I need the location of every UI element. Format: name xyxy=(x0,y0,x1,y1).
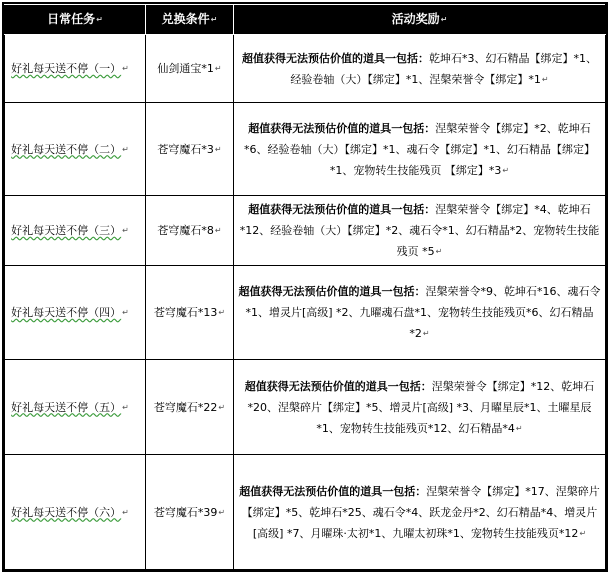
condition-cell xyxy=(146,103,234,196)
paragraph-mark-icon: ↵ xyxy=(122,226,129,235)
paragraph-mark-icon: ↵ xyxy=(218,308,226,317)
header-exchange-condition xyxy=(146,5,234,35)
paragraph-mark-icon: ↵ xyxy=(579,528,587,538)
paragraph-mark-icon: ↵ xyxy=(218,402,226,412)
condition-label: 苍穹魔石*22 xyxy=(153,400,218,414)
table-row xyxy=(5,196,606,266)
task-cell xyxy=(5,266,146,360)
condition-cell xyxy=(146,266,234,360)
condition-label: 仙剑通宝*1 xyxy=(157,62,214,75)
condition-cell xyxy=(146,455,234,570)
task-label: 好礼每天送不停（六） xyxy=(11,505,122,519)
reward-lead: 超值获得无法预估价值的道具一包括： xyxy=(239,484,427,498)
reward-text: 涅槃荣誉令【绑定】*4、乾坤石*12、经验卷轴（大）【绑定】*2、魂石令*1、幻石精晶*2、宠物转生技能残页 *5 xyxy=(239,203,600,258)
paragraph-mark-icon: ↵ xyxy=(122,402,129,412)
reward-lead: 超值获得无法预估价值的道具一包括： xyxy=(238,285,426,298)
reward-table xyxy=(4,4,606,570)
paragraph-mark-icon: ↵ xyxy=(214,144,222,154)
reward-cell xyxy=(234,266,606,360)
reward-cell xyxy=(234,455,606,570)
paragraph-mark-icon: ↵ xyxy=(218,507,226,517)
task-label: 好礼每天送不停（四） xyxy=(11,306,122,319)
reward-lead: 超值获得无法预估价值的道具一包括： xyxy=(248,203,436,216)
table-row xyxy=(5,360,606,455)
condition-label: 苍穹魔石*39 xyxy=(153,505,218,519)
table-header-row xyxy=(5,5,606,35)
paragraph-mark-icon: ↵ xyxy=(210,15,218,24)
reward-text: 涅槃荣誉令【绑定】*2、乾坤石*6、经验卷轴（大）【绑定】*1、魂石令【绑定】*1、幻石精晶【绑定】*1、宠物转生技能残页 【绑定】*3 xyxy=(244,121,595,177)
reward-table-container xyxy=(2,2,608,572)
condition-cell xyxy=(146,360,234,455)
paragraph-mark-icon: ↵ xyxy=(502,165,510,175)
task-cell xyxy=(5,103,146,196)
header-daily-task xyxy=(5,5,146,35)
reward-cell xyxy=(234,103,606,196)
task-label: 好礼每天送不停（二） xyxy=(11,142,122,156)
paragraph-mark-icon: ↵ xyxy=(541,74,549,84)
task-cell xyxy=(5,360,146,455)
condition-label: 苍穹魔石*3 xyxy=(157,142,214,156)
table-row xyxy=(5,103,606,196)
reward-text: 涅槃荣誉令【绑定】*12、乾坤石*20、涅槃碎片【绑定】*5、增灵片[高级] *3、月曜星辰*1、土曜星辰*1、宠物转生技能残页*12、幻石精晶*4 xyxy=(247,379,595,435)
header-daily-task-label: 日常任务 xyxy=(47,12,96,26)
paragraph-mark-icon: ↵ xyxy=(122,507,129,517)
condition-cell xyxy=(146,196,234,266)
task-label: 好礼每天送不停（五） xyxy=(11,400,122,414)
paragraph-mark-icon: ↵ xyxy=(122,144,129,154)
paragraph-mark-icon: ↵ xyxy=(440,15,448,24)
task-cell xyxy=(5,35,146,103)
paragraph-mark-icon: ↵ xyxy=(122,64,129,73)
reward-lead: 超值获得无法预估价值的道具一包括： xyxy=(244,379,432,393)
condition-label: 苍穹魔石*13 xyxy=(153,306,218,319)
reward-cell xyxy=(234,196,606,266)
reward-cell xyxy=(234,360,606,455)
reward-text: 乾坤石*3、幻石精晶【绑定】*1、经验卷轴（大）【绑定】*1、涅槃荣誉令【绑定】*1 xyxy=(290,51,597,86)
reward-lead: 超值获得无法预估价值的道具一包括： xyxy=(242,51,429,65)
paragraph-mark-icon: ↵ xyxy=(422,329,430,338)
header-activity-reward xyxy=(234,5,606,35)
reward-text: 涅槃荣誉令*9、乾坤石*16、魂石令*1、增灵片[高级] *2、九曜魂石盘*1、宠物转生技能残页*6、幻石精晶*2 xyxy=(245,285,601,340)
task-cell xyxy=(5,455,146,570)
reward-text: 涅槃荣誉令【绑定】*17、涅槃碎片【绑定】*5、乾坤石*25、魂石令*4、跃龙金丹*2、幻石精晶*4、增灵片[高级] *7、月曜珠·太初*1、九曜太初珠*1、宠物转生技能残页*12 xyxy=(241,484,600,540)
table-row xyxy=(5,266,606,360)
task-label: 好礼每天送不停（一） xyxy=(11,62,122,75)
table-row xyxy=(5,35,606,103)
condition-label: 苍穹魔石*8 xyxy=(157,224,214,237)
reward-lead: 超值获得无法预估价值的道具一包括： xyxy=(248,121,436,135)
condition-cell xyxy=(146,35,234,103)
table-row xyxy=(5,455,606,570)
paragraph-mark-icon: ↵ xyxy=(214,64,222,73)
paragraph-mark-icon: ↵ xyxy=(515,423,523,433)
paragraph-mark-icon: ↵ xyxy=(435,247,443,256)
task-label: 好礼每天送不停（三） xyxy=(11,224,122,237)
paragraph-mark-icon: ↵ xyxy=(122,308,129,317)
header-exchange-condition-label: 兑换条件 xyxy=(161,12,210,26)
task-cell xyxy=(5,196,146,266)
paragraph-mark-icon: ↵ xyxy=(214,226,222,235)
header-activity-reward-label: 活动奖励 xyxy=(391,12,440,26)
reward-cell xyxy=(234,35,606,103)
paragraph-mark-icon: ↵ xyxy=(96,15,103,24)
